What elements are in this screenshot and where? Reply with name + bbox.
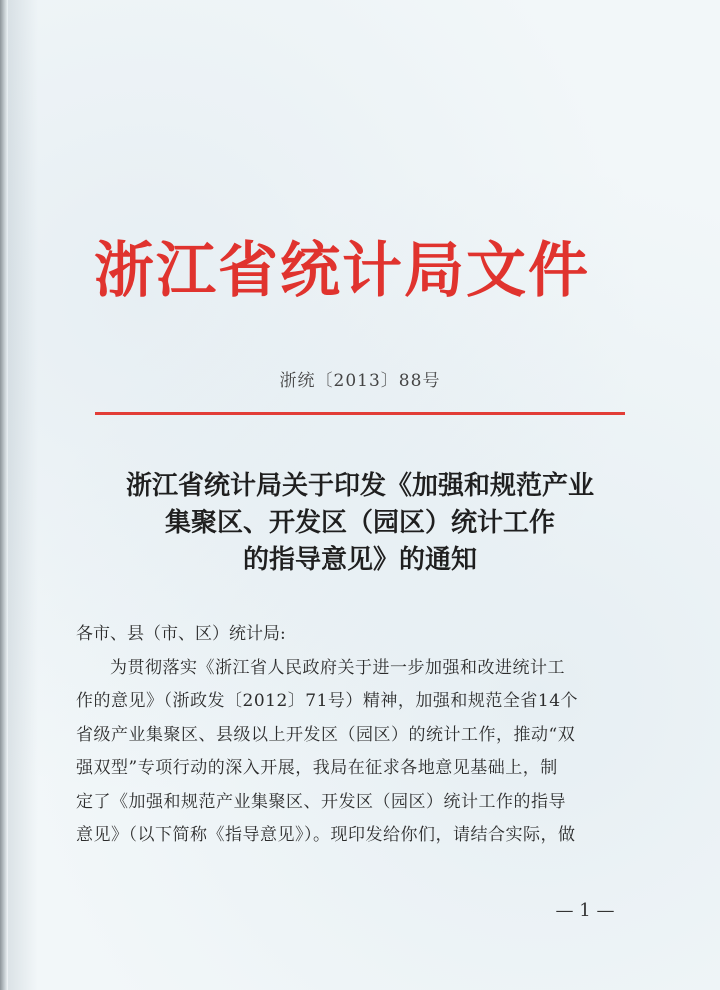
paragraph-line: 省级产业集聚区、县级以上开发区（园区）的统计工作，推动“双 [76, 724, 576, 745]
paragraph-line: 强双型”专项行动的深入开展，我局在征求各地意见基础上，制 [76, 758, 558, 778]
subject-line: 的指导意见》的通知 [242, 545, 477, 575]
paragraph-line: 定了《加强和规范产业集聚区、开发区（园区）统计工作的指导 [76, 791, 566, 812]
subject-title [60, 468, 660, 579]
paragraph-line: 意见》（以下简称《指导意见》）。现印发给你们，请结合实际，做 [76, 825, 576, 845]
page-left-edge [0, 0, 8, 990]
binding-shadow [8, 0, 38, 990]
document-number: 浙统〔2013〕88号 [279, 371, 441, 391]
page-number: — 1 — [555, 900, 615, 921]
body-text [76, 618, 636, 853]
issuing-authority-title: 浙江省统计局文件 [94, 236, 590, 306]
red-separator-line [95, 412, 625, 415]
subject-line: 集聚区、开发区（园区）统计工作 [164, 508, 555, 538]
subject-line: 浙江省统计局关于印发《加强和规范产业 [125, 471, 594, 501]
paragraph-line: 作的意见》（浙政发〔2012〕71号）精神，加强和规范全省14个 [76, 691, 579, 711]
paragraph-line: 为贯彻落实《浙江省人民政府关于进一步加强和改进统计工 [110, 657, 565, 678]
salutation: 各市、县（市、区）统计局: [76, 624, 286, 644]
